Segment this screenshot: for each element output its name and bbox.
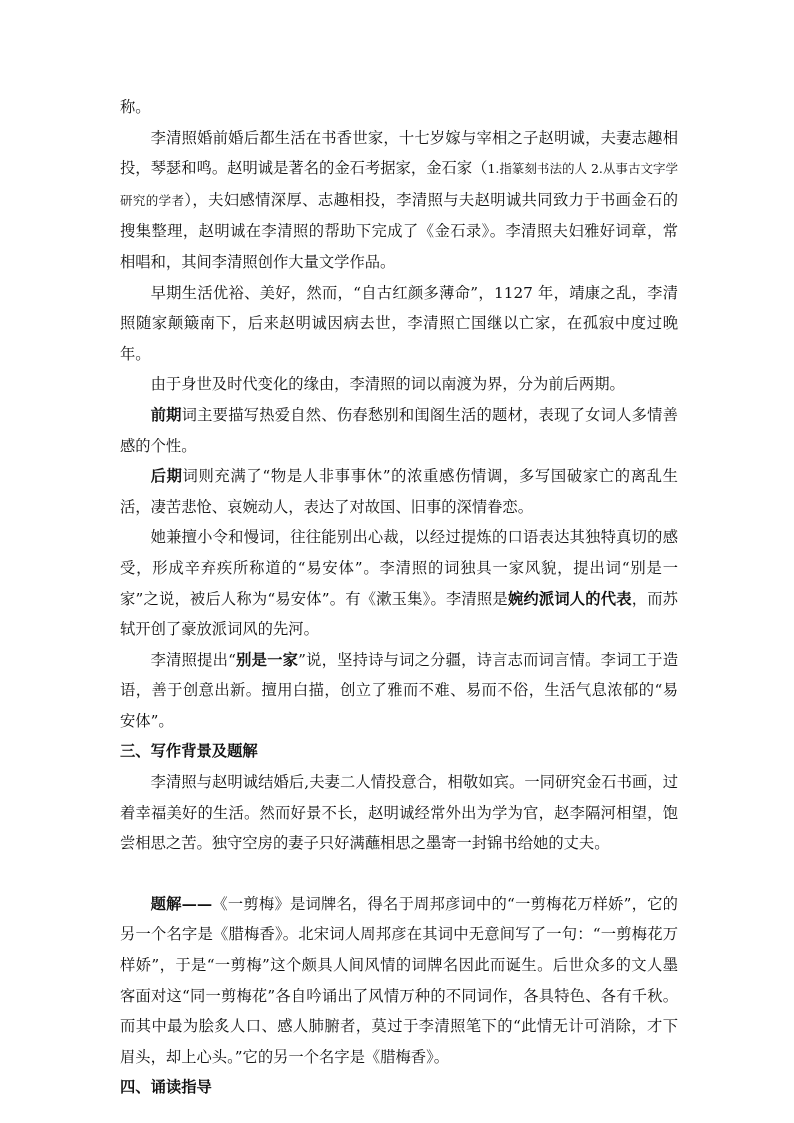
section-4-heading: 四、诵读指导	[120, 1078, 212, 1097]
late-period-label: 后期	[150, 467, 183, 486]
jinshijia-definition: 1.指篆刻书法的人 2.从事古文字学研究的学者	[120, 161, 678, 208]
title-explanation-text: 《一剪梅》是词牌名，得名于周邦彦词中的“一剪梅花万样娇”，它的另一个名字是《腊梅香》。北宋词人周邦彦在其词中无意间写了一句：“一剪梅花万样娇”，于是“一剪梅”这个颇具人间风情的词牌名因此而诞生。后世众多的文人墨客面对这“同一剪梅花”各自吟诵出了风情万种的不同词作，各具特色、各有千秋。而其中最为脍炙人口、感人肺腑者，莫过于李清照笔下的“此情无计可消除，才下眉头，却上心头。”它的另一个名字是《腊梅香》。	[120, 894, 678, 1066]
paragraph-marriage	[120, 123, 678, 278]
document-page	[120, 92, 678, 1103]
early-period-text: 词主要描写热爱自然、伤春愁别和闺阁生活的题材，表现了女词人多情善感的个性。	[120, 405, 678, 455]
paragraph-late-period	[120, 461, 678, 522]
marriage-text-2: ），夫妇感情深厚、志趣相投，李清照与夫赵明诚共同致力于书画金石的搜集整理，赵明诚在李清照的帮助下完成了《金石录》。李清照夫妇雅好词章，常相唱和，其间李清照创作大量文学作品。	[120, 190, 678, 271]
section-3-heading: 三、写作背景及题解	[120, 742, 258, 761]
paragraph-early-period	[120, 400, 678, 461]
paragraph-theory	[120, 645, 678, 737]
bieshiyijia-term: 别是一家	[235, 650, 299, 669]
style-text-2: ，而苏轼开创了豪放派词风的先河。	[120, 589, 678, 639]
theory-text-1: 李清照提出“	[150, 650, 236, 669]
early-period-label: 前期	[150, 405, 182, 424]
paragraph-later-life: 早期生活优裕、美好，然而，“自古红颜多薄命”，1127 年，靖康之乱，李清照随家颠簸南下，后来赵明诚因病去世，李清照亡国继以亡家，在孤寂中度过晚年。	[120, 283, 678, 363]
marriage-text-1: 李清照婚前婚后都生活在书香世家，十七岁嫁与宰相之子赵明诚，夫妻志趣相投，琴瑟和鸣。赵明诚是著名的金石考据家，金石家（	[120, 128, 678, 178]
paragraph-style	[120, 522, 678, 644]
blank-line	[120, 859, 678, 889]
paragraph-background: 李清照与赵明诚结婚后,夫妻二人情投意合，相敬如宾。一同研究金石书画，过着幸福美好的生活。然而好景不长，赵明诚经常外出为学为官，赵李隔河相望，饱尝相思之苦。独守空房的妻子只好满蘸相思之墨寄一封锦书给她的丈夫。	[120, 773, 678, 853]
wanyue-representative: 婉约派词人的代表	[507, 589, 632, 608]
late-period-text: 词则充满了“物是人非事事休”的浓重感伤情调，多写国破家亡的离乱生活，凄苦悲怆、哀婉动人，表达了对故国、旧事的深情眷恋。	[120, 467, 678, 516]
title-explanation-label: 题解——	[150, 894, 213, 913]
style-text-1: 她兼擅小令和慢词，往往能别出心裁，以经过提炼的口语表达其独特真切的感受，形成辛弃疾所称道的“易安体”。李清照的词独具一家风貌，提出词“别是一家”之说，被后人称为“易安体”。有《漱玉集》。李清照是	[120, 528, 678, 608]
paragraph-fragment: 称。	[120, 98, 151, 116]
paragraph-title-explanation	[120, 889, 678, 1073]
theory-text-2: ”说，坚持诗与词之分疆，诗言志而词言情。李词工于造语，善于创意出新。擅用白描，创立了雅而不难、易而不俗，生活气息浓郁的“易安体”。	[120, 650, 678, 730]
paragraph-two-periods: 由于身世及时代变化的缘由，李清照的词以南渡为界，分为前后两期。	[150, 375, 625, 394]
